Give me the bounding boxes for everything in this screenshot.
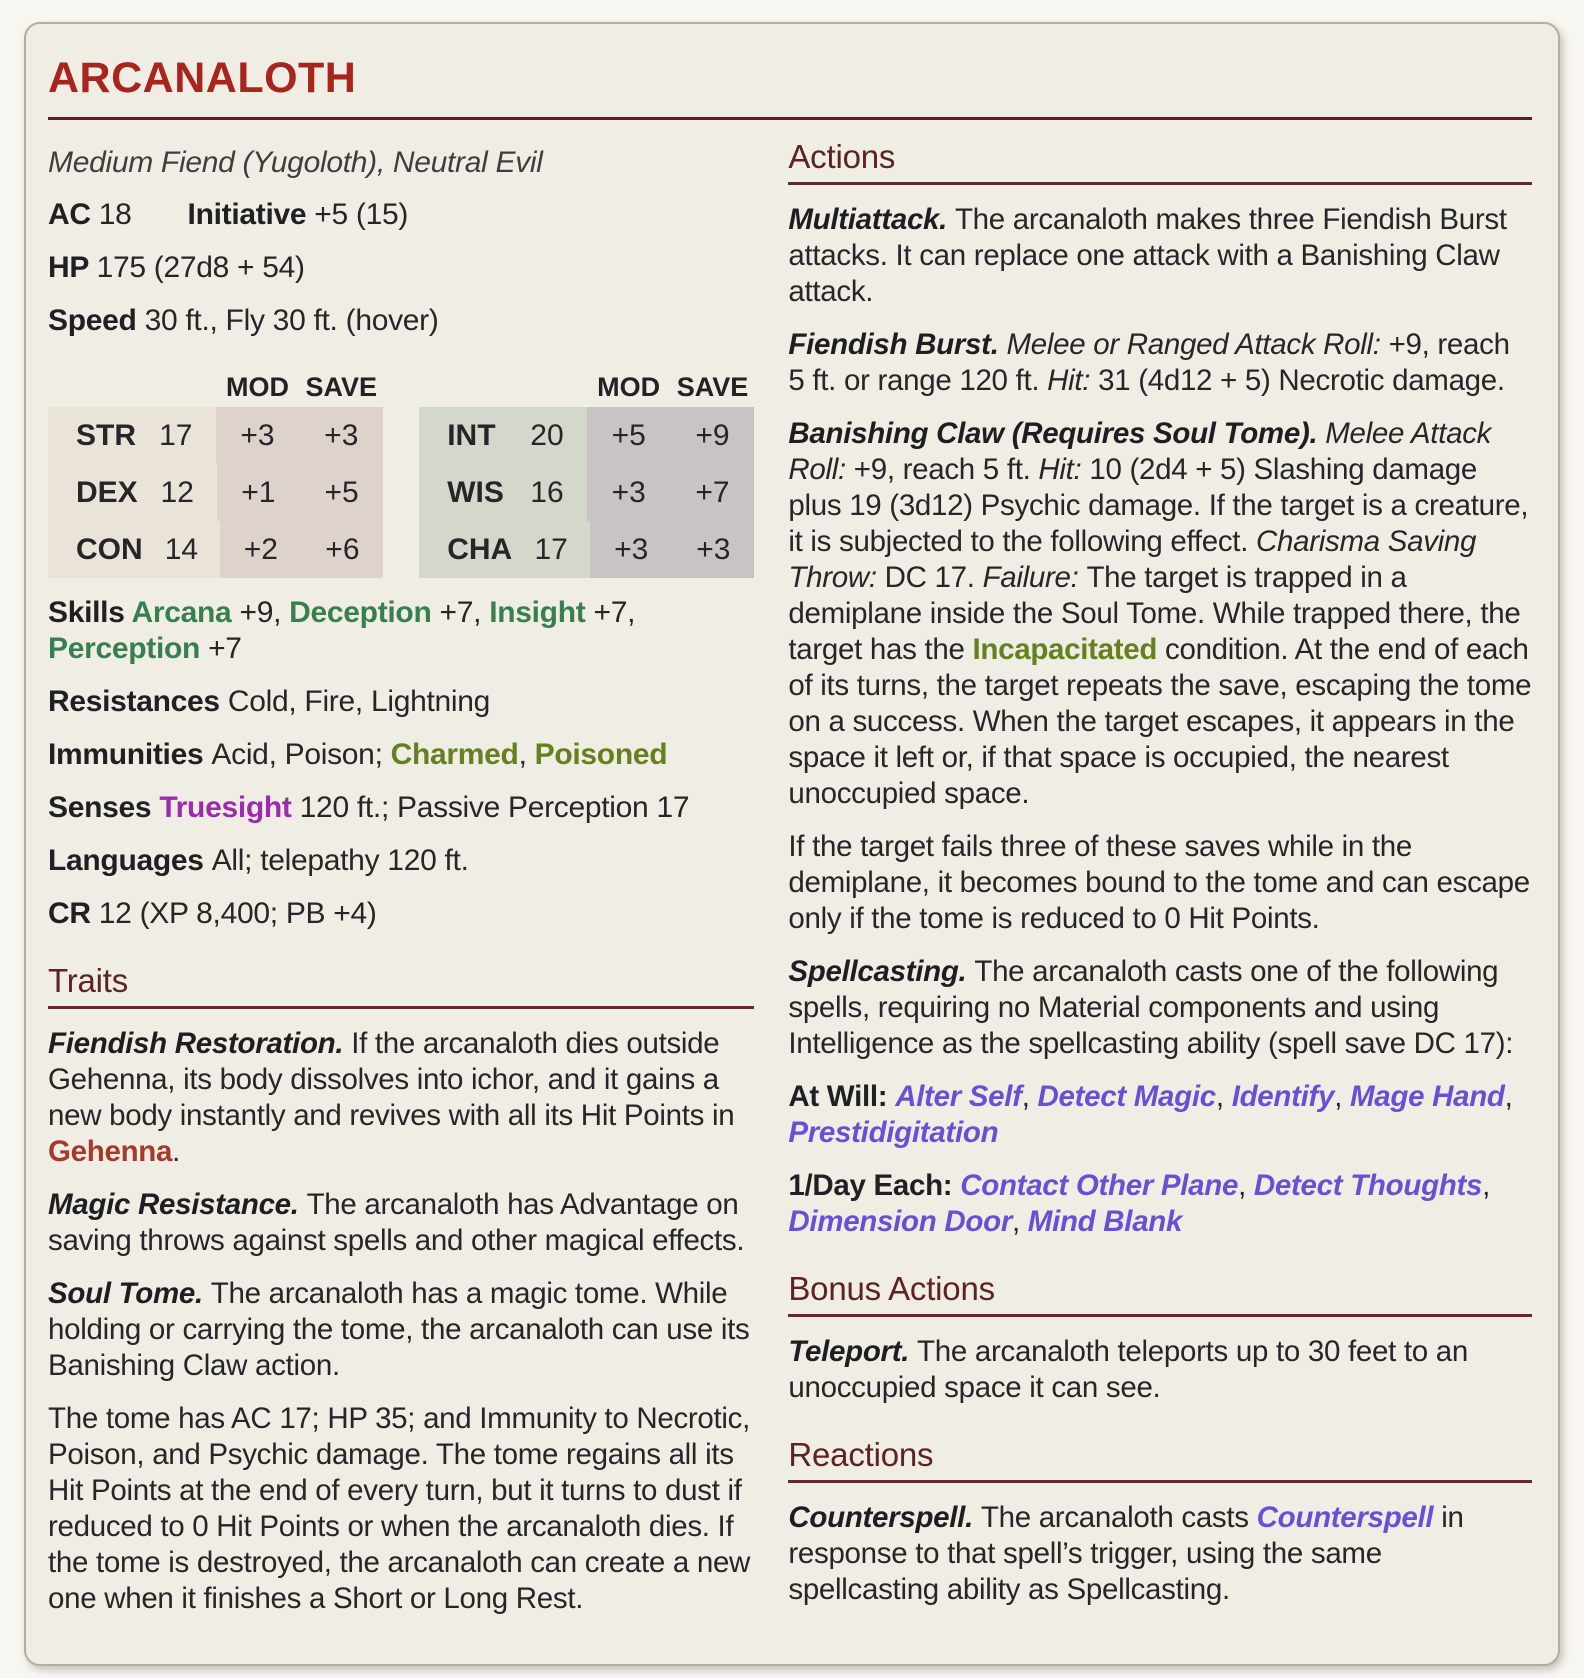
- text-run: CR: [48, 897, 99, 930]
- text-run: +7: [200, 632, 242, 665]
- text-run: 10 (2d4 + 5) Slashing damage plus 19 (3d12) Psychic damage. If the target is a creature, it is subjected to the following effect.: [788, 453, 1529, 558]
- text-run: DC 17.: [884, 561, 983, 594]
- text-run: Hit:: [1038, 453, 1090, 486]
- ability-score-table: [48, 367, 754, 578]
- text-run: The arcanaloth casts: [980, 1501, 1257, 1534]
- text-run: Cold, Fire, Lightning: [227, 685, 491, 718]
- text-run: ,: [1334, 1080, 1350, 1113]
- text-run: Teleport.: [788, 1335, 918, 1368]
- stat-line-speed: [48, 303, 754, 339]
- text-run: Charisma Saving Throw:: [788, 525, 1477, 594]
- text-run: Soul Tome.: [48, 1277, 211, 1310]
- save-column-header: SAVE: [305, 371, 378, 402]
- text-run: +9, reach 5 ft. or range 120 ft.: [788, 328, 1510, 397]
- text-run: Immunities: [48, 738, 212, 771]
- text-run: The arcanaloth has a magic tome. While holding or carrying the tome, the arcanaloth can use its Banishing Claw action.: [48, 1277, 750, 1382]
- ability-score: 17: [136, 407, 216, 464]
- text-run: The arcanaloth teleports up to 30 feet to an unoccupied space it can see.: [788, 1335, 1469, 1404]
- action-banishing-claw: [788, 416, 1532, 812]
- ability-group-physical: [48, 367, 383, 578]
- ability-row-str: [48, 407, 383, 464]
- ability-table-header: [48, 367, 383, 407]
- actions-heading: Actions: [788, 138, 896, 175]
- section-divider: [788, 1480, 1532, 1483]
- text-run: in response to that spell’s trigger, using the same spellcasting ability as Spellcasting.: [788, 1501, 1464, 1606]
- text-run: ,: [1012, 1205, 1028, 1238]
- trait-soul-tome-details: [48, 1401, 754, 1617]
- text-run: 12 (XP 8,400; PB +4): [98, 897, 377, 930]
- ability-mod: +3: [216, 407, 300, 464]
- text-run: 120 ft.; Passive Perception 17: [291, 791, 690, 824]
- text-run: Speed: [48, 304, 145, 337]
- ability-mod: +3: [590, 521, 672, 578]
- spell-link-counterspell[interactable]: Counterspell: [1256, 1501, 1434, 1534]
- bonus-action-teleport: [788, 1334, 1532, 1406]
- ability-group-mental: [419, 367, 754, 578]
- text-run: At Will:: [788, 1080, 896, 1113]
- text-run: Skills: [48, 596, 132, 629]
- ability-save: +3: [299, 407, 383, 464]
- skill-link-deception[interactable]: Deception: [289, 596, 432, 629]
- text-run: +7,: [431, 596, 490, 629]
- challenge-rating-line: [48, 896, 754, 932]
- spellcasting-at-will-list: [788, 1079, 1532, 1151]
- text-run: +5 (15): [314, 198, 409, 231]
- text-run: ,: [1215, 1080, 1232, 1113]
- senses-line: [48, 790, 754, 826]
- ability-row-con: [48, 521, 383, 578]
- spell-link-mage-hand[interactable]: Mage Hand: [1349, 1080, 1505, 1113]
- text-run: Fiendish Burst.: [788, 328, 1007, 361]
- trait-soul-tome: [48, 1276, 754, 1384]
- ability-mod: +5: [587, 407, 671, 464]
- text-run: Hit:: [1047, 364, 1099, 397]
- text-run: +7,: [585, 596, 636, 629]
- condition-link-incapacitated[interactable]: Incapacitated: [972, 633, 1158, 666]
- spell-link-prestidigitation[interactable]: Prestidigitation: [788, 1116, 999, 1149]
- text-run: HP: [48, 251, 97, 284]
- skill-link-arcana[interactable]: Arcana: [131, 596, 232, 629]
- text-run: Multiattack.: [788, 203, 955, 236]
- text-run: +9, reach 5 ft.: [853, 453, 1039, 486]
- text-run: Senses: [48, 791, 160, 824]
- condition-link-poisoned[interactable]: Poisoned: [534, 738, 668, 771]
- title-divider: [48, 117, 1532, 120]
- left-column: [48, 126, 754, 1634]
- text-run: Acid, Poison;: [211, 738, 391, 771]
- creature-name: ARCANALOTH: [48, 54, 357, 102]
- spellcasting-one-per-day-list: [788, 1168, 1532, 1240]
- text-run: Fiendish Restoration.: [48, 1027, 352, 1060]
- spell-link-contact-other-plane[interactable]: Contact Other Plane: [960, 1169, 1239, 1202]
- ability-row-wis: [419, 464, 754, 521]
- stat-block-columns: [48, 126, 1532, 1634]
- traits-heading: Traits: [48, 962, 129, 999]
- stat-block-card: [24, 22, 1560, 1666]
- ability-save: +7: [671, 464, 755, 521]
- ability-mod: +2: [220, 521, 302, 578]
- text-run: ,: [1021, 1080, 1038, 1113]
- section-divider: [788, 1314, 1532, 1317]
- immunities-line: [48, 737, 754, 773]
- ability-name: CHA: [419, 521, 512, 578]
- text-run: 1/Day Each:: [788, 1169, 961, 1202]
- text-run: 18: [98, 198, 132, 231]
- ability-save: +5: [300, 464, 383, 521]
- spell-link-mind-blank[interactable]: Mind Blank: [1027, 1205, 1183, 1238]
- trait-fiendish-restoration: [48, 1026, 754, 1170]
- action-fiendish-burst: [788, 327, 1532, 399]
- reactions-heading: Reactions: [788, 1436, 934, 1473]
- text-run: 30 ft., Fly 30 ft. (hover): [144, 304, 439, 337]
- section-divider: [48, 1006, 754, 1009]
- sense-link-truesight[interactable]: Truesight: [159, 791, 292, 824]
- text-run: ,: [518, 738, 535, 771]
- stat-line-ac-initiative: [48, 197, 754, 233]
- ability-save: +6: [302, 521, 384, 578]
- spell-link-identify[interactable]: Identify: [1231, 1080, 1335, 1113]
- text-run: Banishing Claw (Requires Soul Tome).: [788, 417, 1326, 450]
- ability-score: 12: [138, 464, 217, 521]
- text-run: Initiative: [187, 198, 315, 231]
- text-run: AC: [48, 198, 99, 231]
- text-run: .: [172, 1135, 181, 1168]
- creature-type-alignment: Medium Fiend (Yugoloth), Neutral Evil: [48, 146, 543, 179]
- ability-save: +3: [672, 521, 754, 578]
- text-run: ,: [1504, 1080, 1513, 1113]
- text-run: The target is trapped in a demiplane inside the Soul Tome. While trapped there, the target has the: [788, 561, 1521, 666]
- text-run: condition. At the end of each of its turns, the target repeats the save, escaping the tome on a success. When the target escapes, it appears in the space it left or, if that space is occupied, the nearest unoccupied space.: [788, 633, 1532, 810]
- text-run: Melee Attack Roll:: [788, 417, 1492, 486]
- ability-name: STR: [48, 407, 136, 464]
- spell-link-dimension-door[interactable]: Dimension Door: [788, 1205, 1012, 1238]
- ability-score: 14: [143, 521, 220, 578]
- ability-table-header: [419, 367, 754, 407]
- text-run: Spellcasting.: [788, 955, 975, 988]
- right-column: [788, 126, 1532, 1625]
- text-run: The arcanaloth makes three Fiendish Burst attacks. It can replace one attack with a Banishing Claw attack.: [788, 203, 1507, 308]
- trait-magic-resistance: [48, 1187, 754, 1259]
- spell-link-detect-thoughts[interactable]: Detect Thoughts: [1253, 1169, 1483, 1202]
- text-run: If the target fails three of these saves while in the demiplane, it becomes bound to the tome and can escape only if the tome is reduced to 0 Hit Points.: [788, 830, 1530, 935]
- ability-row-dex: [48, 464, 383, 521]
- ability-score: 20: [507, 407, 587, 464]
- section-divider: [788, 182, 1532, 185]
- text-run: The arcanaloth has Advantage on saving throws against spells and other magical effects.: [48, 1188, 745, 1257]
- ability-name: INT: [419, 407, 507, 464]
- mod-column-header: MOD: [225, 371, 289, 402]
- spell-link-detect-magic[interactable]: Detect Magic: [1037, 1080, 1216, 1113]
- text-run: 175 (27d8 + 54): [96, 251, 305, 284]
- action-banishing-claw-continued: [788, 829, 1532, 937]
- action-spellcasting: [788, 954, 1532, 1062]
- ability-score: 17: [512, 521, 590, 578]
- text-run: Magic Resistance.: [48, 1188, 307, 1221]
- text-run: 31 (4d12 + 5) Necrotic damage.: [1098, 364, 1505, 397]
- skill-link-insight[interactable]: Insight: [489, 596, 586, 629]
- ability-row-cha: [419, 521, 754, 578]
- text-run: ,: [1482, 1169, 1491, 1202]
- ability-mod: +1: [217, 464, 300, 521]
- ability-mod: +3: [587, 464, 671, 521]
- skill-link-perception[interactable]: Perception: [48, 632, 201, 665]
- reaction-counterspell: [788, 1500, 1532, 1608]
- text-run: Resistances: [48, 685, 228, 718]
- text-run: Failure:: [982, 561, 1087, 594]
- text-run: ,: [1238, 1169, 1254, 1202]
- resistances-line: [48, 684, 754, 720]
- text-run: The arcanaloth casts one of the following spells, requiring no Material components and using Intelligence as the spellcasting ability (spell save DC 17):: [788, 955, 1514, 1060]
- bonus-actions-heading: Bonus Actions: [788, 1270, 995, 1307]
- text-run: Melee or Ranged Attack Roll:: [1006, 328, 1389, 361]
- condition-link-charmed[interactable]: Charmed: [390, 738, 519, 771]
- ability-save: +9: [671, 407, 755, 464]
- save-column-header: SAVE: [676, 371, 749, 402]
- ability-name: DEX: [48, 464, 138, 521]
- mod-column-header: MOD: [597, 371, 661, 402]
- ability-row-int: [419, 407, 754, 464]
- location-link-gehenna[interactable]: Gehenna: [48, 1135, 173, 1168]
- ability-name: CON: [48, 521, 143, 578]
- text-run: +9,: [231, 596, 290, 629]
- text-run: All; telepathy 120 ft.: [211, 844, 469, 877]
- ability-score: 16: [507, 464, 587, 521]
- ability-name: WIS: [419, 464, 507, 521]
- text-run: If the arcanaloth dies outside Gehenna, its body dissolves into ichor, and it gains a new body instantly and revives with all its Hit Points in: [48, 1027, 735, 1132]
- text-run: Languages: [48, 844, 212, 877]
- text-run: Counterspell.: [788, 1501, 981, 1534]
- stat-line-hp: [48, 250, 754, 286]
- spell-link-alter-self[interactable]: Alter Self: [895, 1080, 1022, 1113]
- action-multiattack: [788, 202, 1532, 310]
- languages-line: [48, 843, 754, 879]
- text-run: The tome has AC 17; HP 35; and Immunity to Necrotic, Poison, and Psychic damage. The tome regains all its Hit Points at the end of every turn, but it turns to dust if reduced to 0 Hit Points or when the arcanaloth dies. If the tome is destroyed, the arcanaloth can create a new one when it finishes a Short or Long Rest.: [48, 1402, 751, 1615]
- skills-line: [48, 595, 754, 667]
